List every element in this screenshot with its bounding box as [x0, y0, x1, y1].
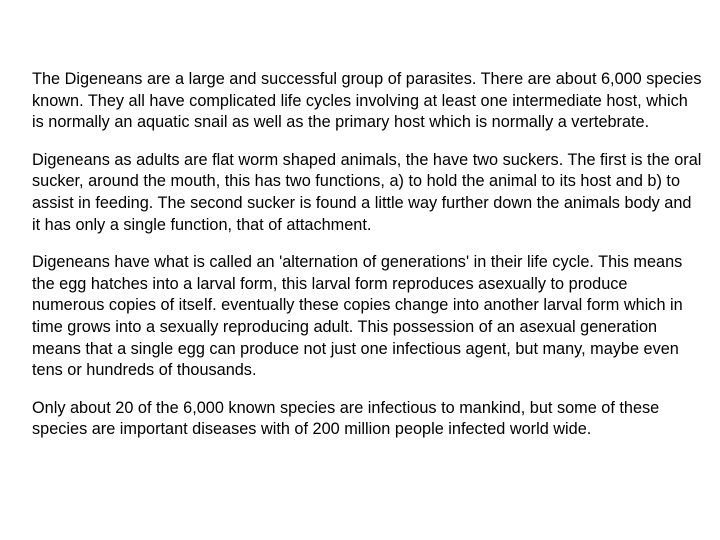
paragraph-life-cycle: Digeneans have what is called an 'alternation of generations' in their life cycle. This means the egg hatches into a larval form, this larval form reproduces asexually to produce numerous copies of itself. eventually these copies change into another larval form which in time grows into a sexually reproducing adult. This possession of an asexual generation means that a single egg can produce not just one infectious agent, but many, maybe even tens or hundreds of thousands.	[32, 253, 683, 380]
paragraph-human-infection: Only about 20 of the 6,000 known species are infectious to mankind, but some of these species are important diseases with of 200 million people infected world wide.	[32, 398, 660, 439]
paragraph-adult-morphology: Digeneans as adults are flat worm shaped animals, the have two suckers. The first is the oral sucker, around the mouth, this has two functions, a) to hold the animal to its host and b) to assist in feeding. The second sucker is found a little way further down the animals body and it has only a single function, that of attachment.	[32, 150, 702, 234]
text-body	[32, 69, 704, 457]
paragraph-intro: The Digeneans are a large and successful group of parasites. There are about 6,000 species known. They all have complicated life cycles involving at least one intermediate host, which is normally an aquatic snail as well as the primary host which is normally a vertebrate.	[32, 70, 702, 132]
